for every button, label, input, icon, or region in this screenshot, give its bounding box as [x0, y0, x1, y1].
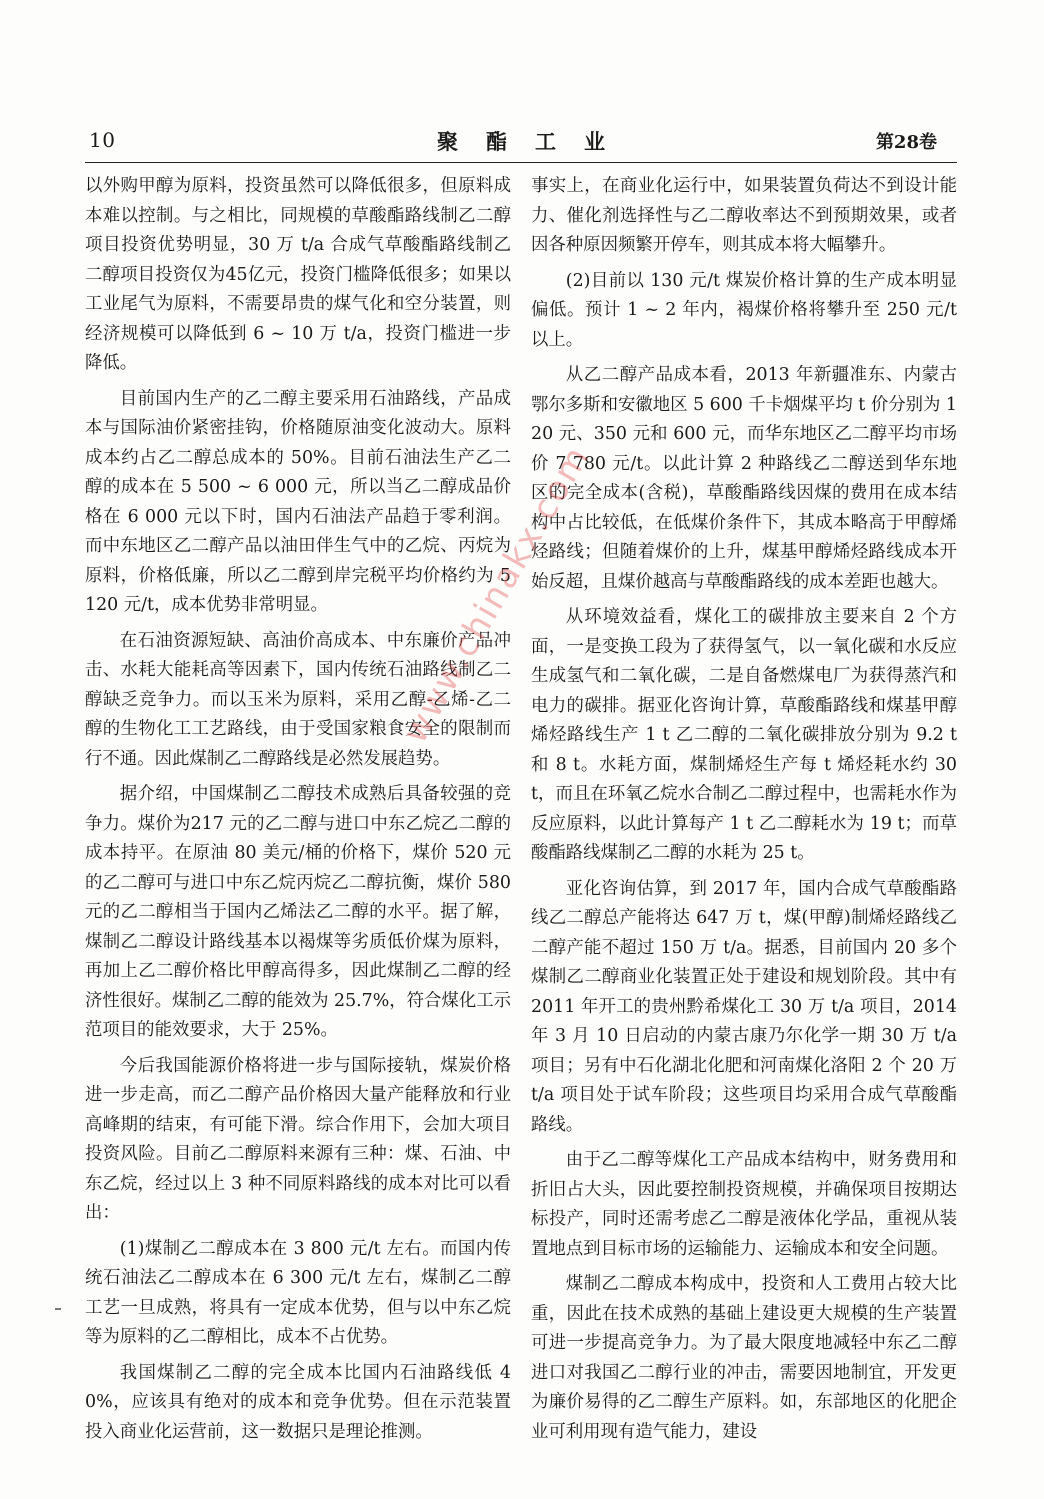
paragraph: 我国煤制乙二醇的完全成本比国内石油路线低 40%，应该具有绝对的成本和竞争优势。但在示范装置投入商业化运营前，这一数据只是理论推测。	[85, 1362, 511, 1442]
paragraph: 目前国内生产的乙二醇主要采用石油路线，产品成本与国际油价紧密挂钩，价格随原油变化波动大。原料成本约占乙二醇总成本的 50%。目前石油法生产乙二醇的成本在 5 500 ~ 6 000 元，所以当乙二醇成品价格在 6 000 元以下时，国内石油法产品趋于零利润。而中东地区乙二醇产品以油田伴生气中的乙烷、丙烷为原料，价格低廉，所以乙二醇到岸完税平均价格约为 5 120 元/t，成本优势非常明显。	[85, 388, 511, 615]
journal-title: 聚酯工业	[437, 129, 633, 154]
page-number: 10	[89, 128, 116, 152]
paragraph: 从环境效益看，煤化工的碳排放主要来自 2 个方面，一是变换工段为了获得氢气，以一氧化碳和水反应生成氢气和二氧化碳，二是自备燃煤电厂为获得蒸汽和电力的碳排。据亚化咨询计算，草酸酯路线和煤基甲醇烯烃路线生产 1 t 乙二醇的二氧化碳排放分别为 9.2 t 和 8 t。水耗方面，煤制烯烃生产每 t 烯烃耗水约 30 t，而且在环氧乙烷水合制乙二醇过程中，也需耗水作为反应原料，以此计算每产 1 t 乙二醇耗水为 19 t；而草酸酯路线煤制乙二醇的水耗为 25 t。	[531, 607, 957, 863]
left-column	[85, 172, 511, 1453]
running-header	[85, 118, 957, 163]
paragraph: 亚化咨询估算，到 2017 年，国内合成气草酸酯路线乙二醇总产能将达 647 万 t，煤(甲醇)制烯烃路线乙二醇产能不超过 150 万 t/a。据悉，目前国内 20 多个煤制乙二醇商业化装置正处于建设和规划阶段。其中有 2011 年开工的贵州黔希煤化工 30 万 t/a 项目，2014 年 3 月 10 日启动的内蒙古康乃尔化学一期 30 万 t/a 项目；另有中石化湖北化肥和河南煤化洛阳 2 个 20 万 t/a 项目处于试车阶段；这些项目均采用合成气草酸酯路线。	[531, 878, 957, 1135]
paragraph: (2)目前以 130 元/t 煤炭价格计算的生产成本明显偏低。预计 1 ~ 2 年内，褐煤价格将攀升至 250 元/t 以上。	[531, 270, 957, 350]
paragraph: 从乙二醇产品成本看，2013 年新疆准东、内蒙古鄂尔多斯和安徽地区 5 600 千卡烟煤平均 t 价分别为 120 元、350 元和 600 元，而华东地区乙二醇平均市场价 7 780 元/t。以此计算 2 种路线乙二醇送到华东地区的完全成本(含税)，草酸酯路线因煤的费用在成本结构中占比较低，在低煤价条件下，其成本略高于甲醇烯烃路线；但随着煤价的上升，煤基甲醇烯烃路线成本开始反超，且煤价越高与草酸酯路线的成本差距也越大。	[531, 365, 957, 592]
paragraph: (1)煤制乙二醇成本在 3 800 元/t 左右。而国内传统石油法乙二醇成本在 6 300 元/t 左右，煤制乙二醇工艺一旦成熟，将具有一定成本优势，但与以中东乙烷等为原料的乙二醇相比，成本不占优势。	[85, 1238, 511, 1347]
paragraph: 由于乙二醇等煤化工产品成本结构中，财务费用和折旧占大头，因此要控制投资规模，并确保项目按期达标投产，同时还需考虑乙二醇是液体化学品，重视从装置地点到目标市场的运输能力、运输成本和安全问题。	[531, 1150, 957, 1259]
scan-mark	[55, 1308, 61, 1310]
right-column	[531, 172, 957, 1453]
paragraph: 据介绍，中国煤制乙二醇技术成熟后具备较强的竞争力。煤价为217 元的乙二醇与进口中东乙烷乙二醇的成本持平。在原油 80 美元/桶的价格下，煤价 520 元的乙二醇可与进口中东乙烷丙烷乙二醇抗衡，煤价 580 元的乙二醇相当于国内乙烯法乙二醇的水平。据了解，煤制乙二醇设计路线基本以褐煤等劣质低价煤为原料，再加上乙二醇价格比甲醇高得多，因此煤制乙二醇的经济性很好。煤制乙二醇的能效为 25.7%，符合煤化工示范项目的能效要求，大于 25%。	[85, 784, 511, 1040]
watermark: www.chinakx.com	[395, 438, 598, 750]
paragraph: 在石油资源短缺、高油价高成本、中东廉价产品冲击、水耗大能耗高等因素下，国内传统石油路线制乙二醇缺乏竞争力。而以玉米为原料，采用乙醇-乙烯-乙二醇的生物化工工艺路线，由于受国家粮食安全的限制而行不通。因此煤制乙二醇路线是必然发展趋势。	[85, 630, 511, 769]
paragraph: 今后我国能源价格将进一步与国际接轨，煤炭价格进一步走高，而乙二醇产品价格因大量产能释放和行业高峰期的结束，有可能下滑。综合作用下，会加大项目投资风险。目前乙二醇原料来源有三种：煤、石油、中东乙烷，经过以上 3 种不同原料路线的成本对比可以看出：	[85, 1055, 511, 1223]
paragraph: 事实上，在商业化运行中，如果装置负荷达不到设计能力、催化剂选择性与乙二醇收率达不到预期效果，或者因各种原因频繁开停车，则其成本将大幅攀升。	[531, 176, 957, 255]
paragraph: 煤制乙二醇成本构成中，投资和人工费用占较大比重，因此在技术成熟的基础上建设更大规模的生产装置可进一步提高竞争力。为了最大限度地减轻中东乙二醇进口对我国乙二醇行业的冲击，需要因地制宜，开发更为廉价易得的乙二醇生产原料。如，东部地区的化肥企业可利用现有造气能力，建设	[531, 1274, 957, 1442]
volume-label: 第28卷	[875, 132, 937, 153]
paragraph: 以外购甲醇为原料，投资虽然可以降低很多，但原料成本难以控制。与之相比，同规模的草酸酯路线制乙二醇项目投资优势明显，30 万 t/a 合成气草酸酯路线制乙二醇项目投资仅为45亿元，投资门槛降低很多；如果以工业尾气为原料，不需要昂贵的煤气化和空分装置，则经济规模可以降低到 6 ~ 10 万 t/a，投资门槛进一步降低。	[85, 176, 511, 373]
